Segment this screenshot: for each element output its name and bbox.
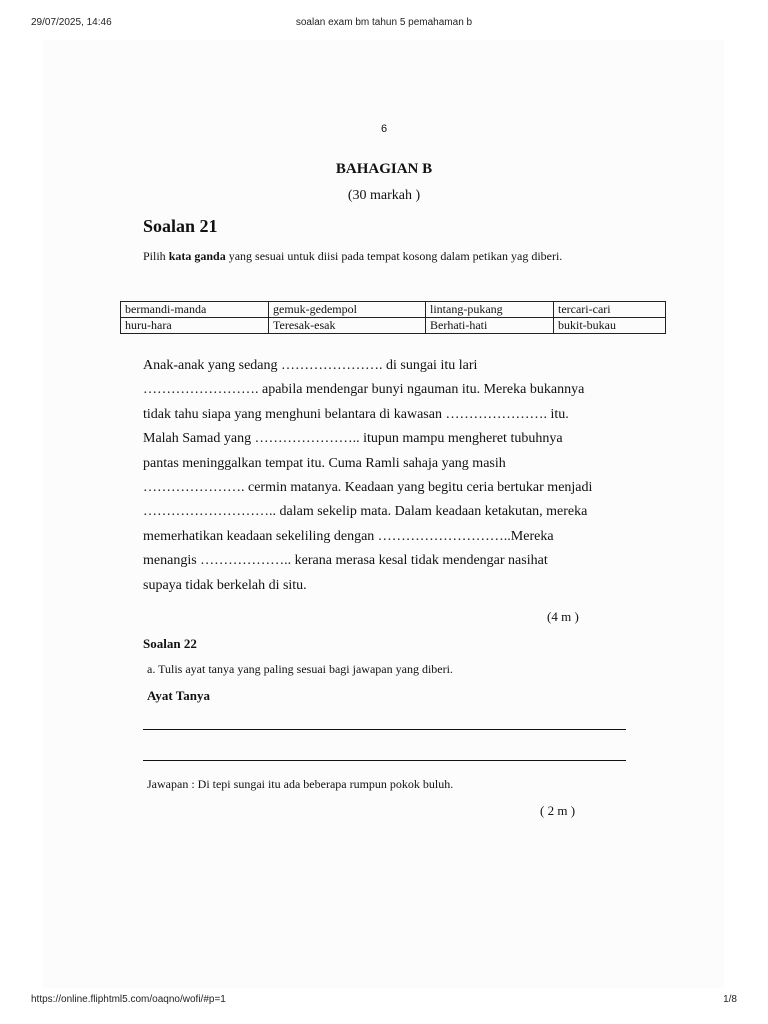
word-option: Berhati-hati bbox=[426, 318, 554, 334]
passage-line: memerhatikan keadaan sekeliling dengan ………………………..Mereka bbox=[143, 528, 554, 544]
print-timestamp: 29/07/2025, 14:46 bbox=[31, 17, 112, 28]
section-title: BAHAGIAN B bbox=[335, 161, 433, 177]
answer-line bbox=[143, 760, 626, 761]
print-page-title: soalan exam bm tahun 5 pemahaman b bbox=[295, 17, 473, 28]
answer-label: Ayat Tanya bbox=[147, 688, 210, 703]
passage-line: supaya tidak berkelah di situ. bbox=[143, 577, 307, 593]
word-box-table bbox=[120, 301, 666, 334]
passage-line: menangis ……………….. kerana merasa kesal tidak mendengar nasihat bbox=[143, 553, 548, 569]
word-box-row bbox=[121, 318, 666, 334]
word-option: lintang-pukang bbox=[426, 302, 554, 318]
instruction-keyword: kata ganda bbox=[168, 249, 226, 263]
question-22-title: Soalan 22 bbox=[143, 636, 197, 651]
word-option: tercari-cari bbox=[554, 302, 666, 318]
word-option: Teresak-esak bbox=[269, 318, 426, 334]
instruction-text-start: Pilih bbox=[143, 249, 169, 263]
word-option: huru-hara bbox=[121, 318, 269, 334]
question-21-instruction bbox=[143, 249, 562, 264]
word-option: gemuk-gedempol bbox=[269, 302, 426, 318]
question-22-marks: ( 2 m ) bbox=[540, 803, 576, 818]
passage-line: ……………………. apabila mendengar bunyi ngauman itu. Mereka bukannya bbox=[143, 382, 585, 398]
passage-line: tidak tahu siapa yang menghuni belantara di kawasan …………………. itu. bbox=[143, 406, 569, 422]
given-answer: Jawapan : Di tepi sungai itu ada beberapa rumpun pokok buluh. bbox=[147, 777, 454, 791]
instruction-text-end: yang sesuai untuk diisi pada tempat kosong dalam petikan yag diberi. bbox=[225, 249, 563, 263]
answer-line bbox=[143, 729, 626, 730]
cloze-passage bbox=[143, 354, 643, 598]
passage-line: ……………………….. dalam sekelip mata. Dalam keadaan ketakutan, mereka bbox=[143, 504, 588, 520]
print-page-count: 1/8 bbox=[723, 994, 737, 1005]
passage-line: pantas meninggalkan tempat itu. Cuma Ramli sahaja yang masih bbox=[143, 455, 506, 471]
print-url: https://online.fliphtml5.com/oaqno/wofi/#p=1 bbox=[31, 994, 226, 1005]
page-number: 6 bbox=[380, 123, 388, 135]
word-box-row bbox=[121, 302, 666, 318]
question-21-marks: (4 m ) bbox=[547, 609, 579, 624]
word-option: bermandi-manda bbox=[121, 302, 269, 318]
section-marks: (30 markah ) bbox=[347, 188, 421, 203]
passage-line: Malah Samad yang ………………….. itupun mampu mengheret tubuhnya bbox=[143, 431, 563, 447]
question-22-part-a: a. Tulis ayat tanya yang paling sesuai bagi jawapan yang diberi. bbox=[147, 662, 453, 676]
word-option: bukit-bukau bbox=[554, 318, 666, 334]
question-21-title: Soalan 21 bbox=[143, 216, 218, 236]
passage-line: Anak-anak yang sedang …………………. di sungai itu lari bbox=[143, 358, 478, 373]
passage-line: …………………. cermin matanya. Keadaan yang begitu ceria bertukar menjadi bbox=[143, 480, 593, 496]
